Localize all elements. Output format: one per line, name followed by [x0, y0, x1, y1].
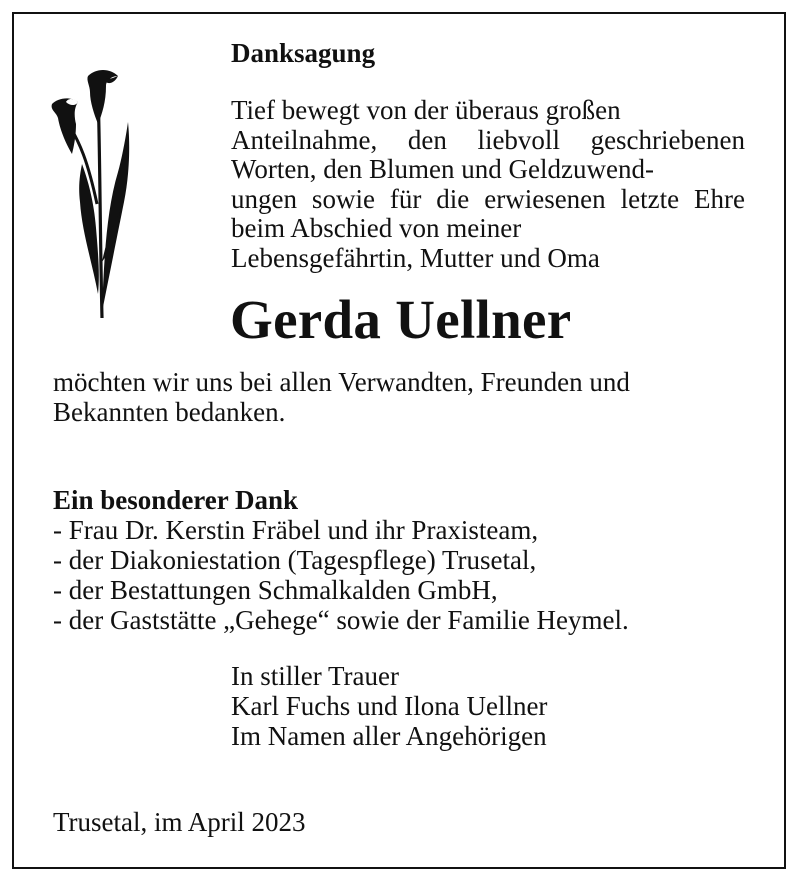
intro-paragraph: [231, 96, 745, 274]
heading-danksagung: Danksagung: [231, 38, 376, 68]
special-thanks-item: - der Diakoniestation (Tagespflege) Trusetal,: [53, 545, 537, 575]
mourning-line: Im Namen aller Angehörigen: [231, 721, 547, 751]
calla-lily-icon: [40, 62, 140, 324]
special-thanks-item: - der Gaststätte „Gehege“ sowie der Familie Heymel.: [53, 605, 629, 635]
intro-line: Worten, den Blumen und Geldzuwend-: [231, 154, 654, 185]
special-thanks-item: - der Bestattungen Schmalkalden GmbH,: [53, 575, 498, 605]
special-thanks-heading: Ein besonderer Dank: [53, 485, 299, 515]
special-thanks-item: - Frau Dr. Kerstin Fräbel und ihr Praxisteam,: [53, 515, 539, 545]
intro-line: Tief bewegt von der überaus großen: [231, 95, 621, 125]
intro-line: beim Abschied von meiner: [231, 213, 522, 244]
thanks-line: möchten wir uns bei allen Verwandten, Freunden und: [53, 367, 630, 397]
deceased-name: Gerda Uellner: [230, 289, 572, 350]
mourning-line: In stiller Trauer: [231, 661, 399, 691]
intro-line: Lebensgefährtin, Mutter und Oma: [231, 242, 600, 273]
mourning-line: Karl Fuchs und Ilona Uellner: [231, 691, 548, 721]
intro-line: Anteilnahme, den liebvoll geschriebenen: [231, 124, 745, 155]
thanks-line: Bekannten bedanken.: [53, 397, 286, 427]
special-thanks-list: [53, 515, 629, 635]
thanks-paragraph: [53, 367, 630, 427]
mourning-signature: [231, 661, 547, 751]
place-date: Trusetal, im April 2023: [53, 807, 306, 837]
intro-line: ungen sowie für die erwiesenen letzte Ehre: [231, 183, 745, 214]
